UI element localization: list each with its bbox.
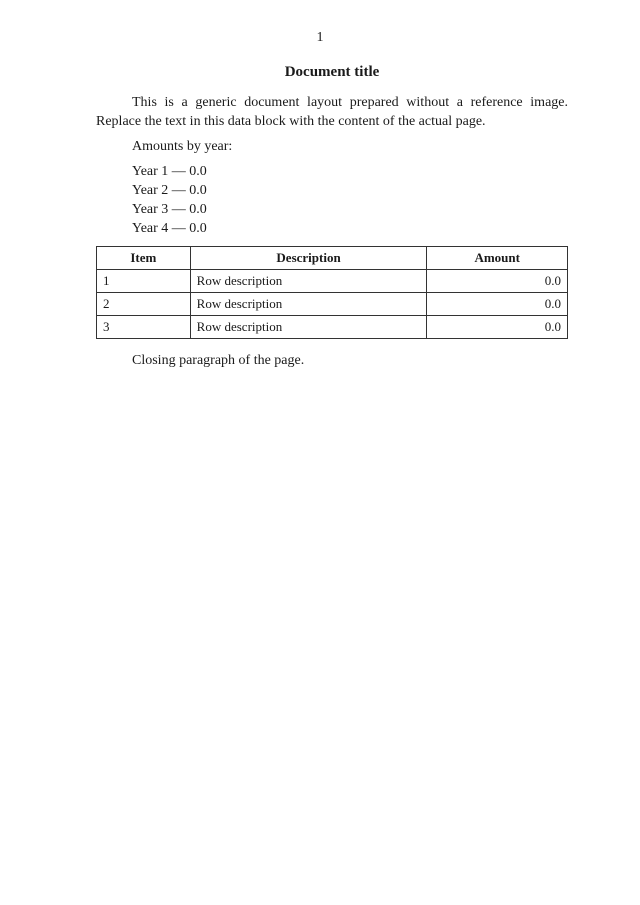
year-list-item: Year 2 — 0.0: [132, 183, 207, 198]
closing-paragraph: Closing paragraph of the page.: [132, 353, 305, 368]
table-cell: 2: [97, 293, 191, 316]
year-list: [96, 162, 568, 238]
table-row: [97, 316, 568, 339]
table-cell: 0.0: [427, 270, 568, 293]
table-row: [97, 270, 568, 293]
table-cell: Row description: [190, 293, 427, 316]
table-cell: Row description: [190, 316, 427, 339]
data-table: [96, 246, 568, 339]
page-number: 1: [316, 30, 324, 45]
year-list-item: Year 1 — 0.0: [132, 164, 207, 179]
table-header-cell: Amount: [427, 247, 568, 270]
document-title: Document title: [284, 64, 380, 80]
year-list-heading: Amounts by year:: [132, 139, 233, 154]
year-list-item: Year 3 — 0.0: [132, 202, 207, 217]
table-header-cell: Item: [97, 247, 191, 270]
table-cell: 0.0: [427, 293, 568, 316]
table-header-cell: Description: [190, 247, 427, 270]
table-row: [97, 293, 568, 316]
table-cell: 1: [97, 270, 191, 293]
table-cell: Row description: [190, 270, 427, 293]
table-cell: 3: [97, 316, 191, 339]
table-header-row: [97, 247, 568, 270]
table-cell: 0.0: [427, 316, 568, 339]
year-list-item: Year 4 — 0.0: [132, 221, 207, 236]
intro-paragraph: This is a generic document layout prepared without a reference image. Replace the text in this data block with the content of the actual page.: [96, 95, 568, 129]
